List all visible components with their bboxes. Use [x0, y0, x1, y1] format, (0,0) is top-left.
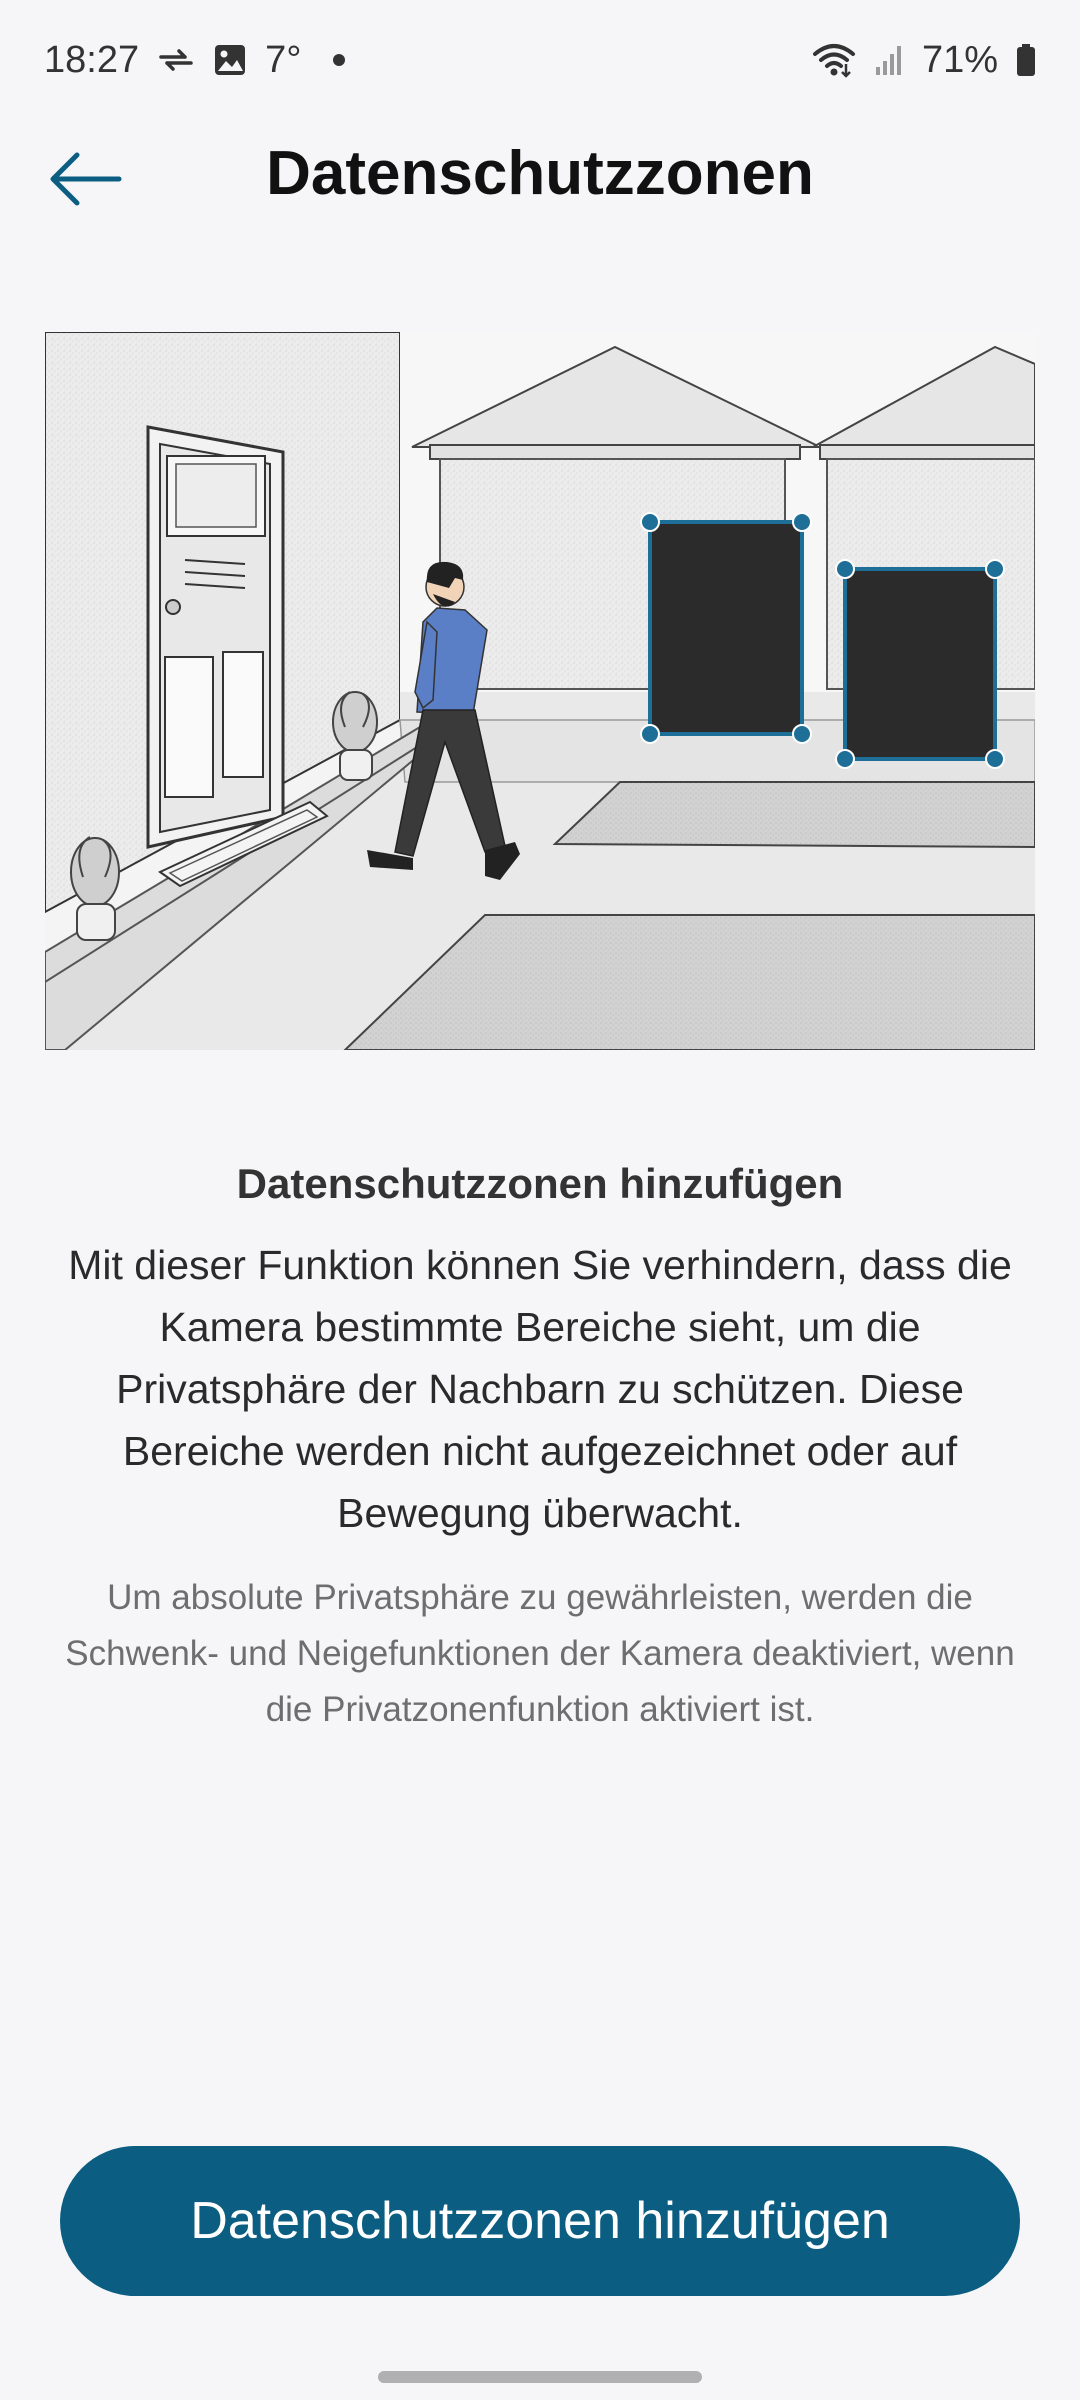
gesture-navigation-handle[interactable] [378, 2371, 702, 2383]
page-title: Datenschutzzonen [266, 139, 814, 208]
status-left [44, 39, 345, 82]
battery-percentage: 71% [921, 38, 998, 81]
note-text: Um absolute Privatsphäre zu gewährleisten, werden die Schwenk- und Neigefunktionen der Kamera deaktiviert, wenn die Privatzonenfunktion aktiviert ist. [65, 1578, 1015, 1729]
notification-dot-icon [333, 54, 345, 66]
status-right [812, 39, 1036, 82]
content-section [50, 1160, 1030, 1738]
wifi-icon [812, 42, 856, 78]
privacy-mask-right [836, 560, 1004, 768]
add-privacy-zones-button[interactable]: Datenschutzzonen hinzufügen [60, 2146, 1020, 2296]
privacy-mask-left [641, 513, 811, 743]
section-heading: Datenschutzzonen hinzufügen [236, 1160, 844, 1207]
description-text: Mit dieser Funktion können Sie verhindern, dass die Kamera bestimmte Bereiche sieht, um die Privatsphäre der Nachbarn zu schützen. Diese Bereiche werden nicht aufgezeichnet oder auf Bewegung überwacht. [68, 1242, 1012, 1536]
status-temperature: 7° [265, 38, 302, 81]
header [0, 120, 1080, 230]
status-time: 18:27 [44, 38, 140, 81]
battery-icon [1016, 43, 1036, 77]
data-transfer-icon [157, 45, 195, 75]
gallery-icon [213, 43, 247, 77]
cellular-signal-icon [874, 43, 904, 77]
status-bar [0, 0, 1080, 120]
privacy-zone-illustration [45, 332, 1035, 1050]
